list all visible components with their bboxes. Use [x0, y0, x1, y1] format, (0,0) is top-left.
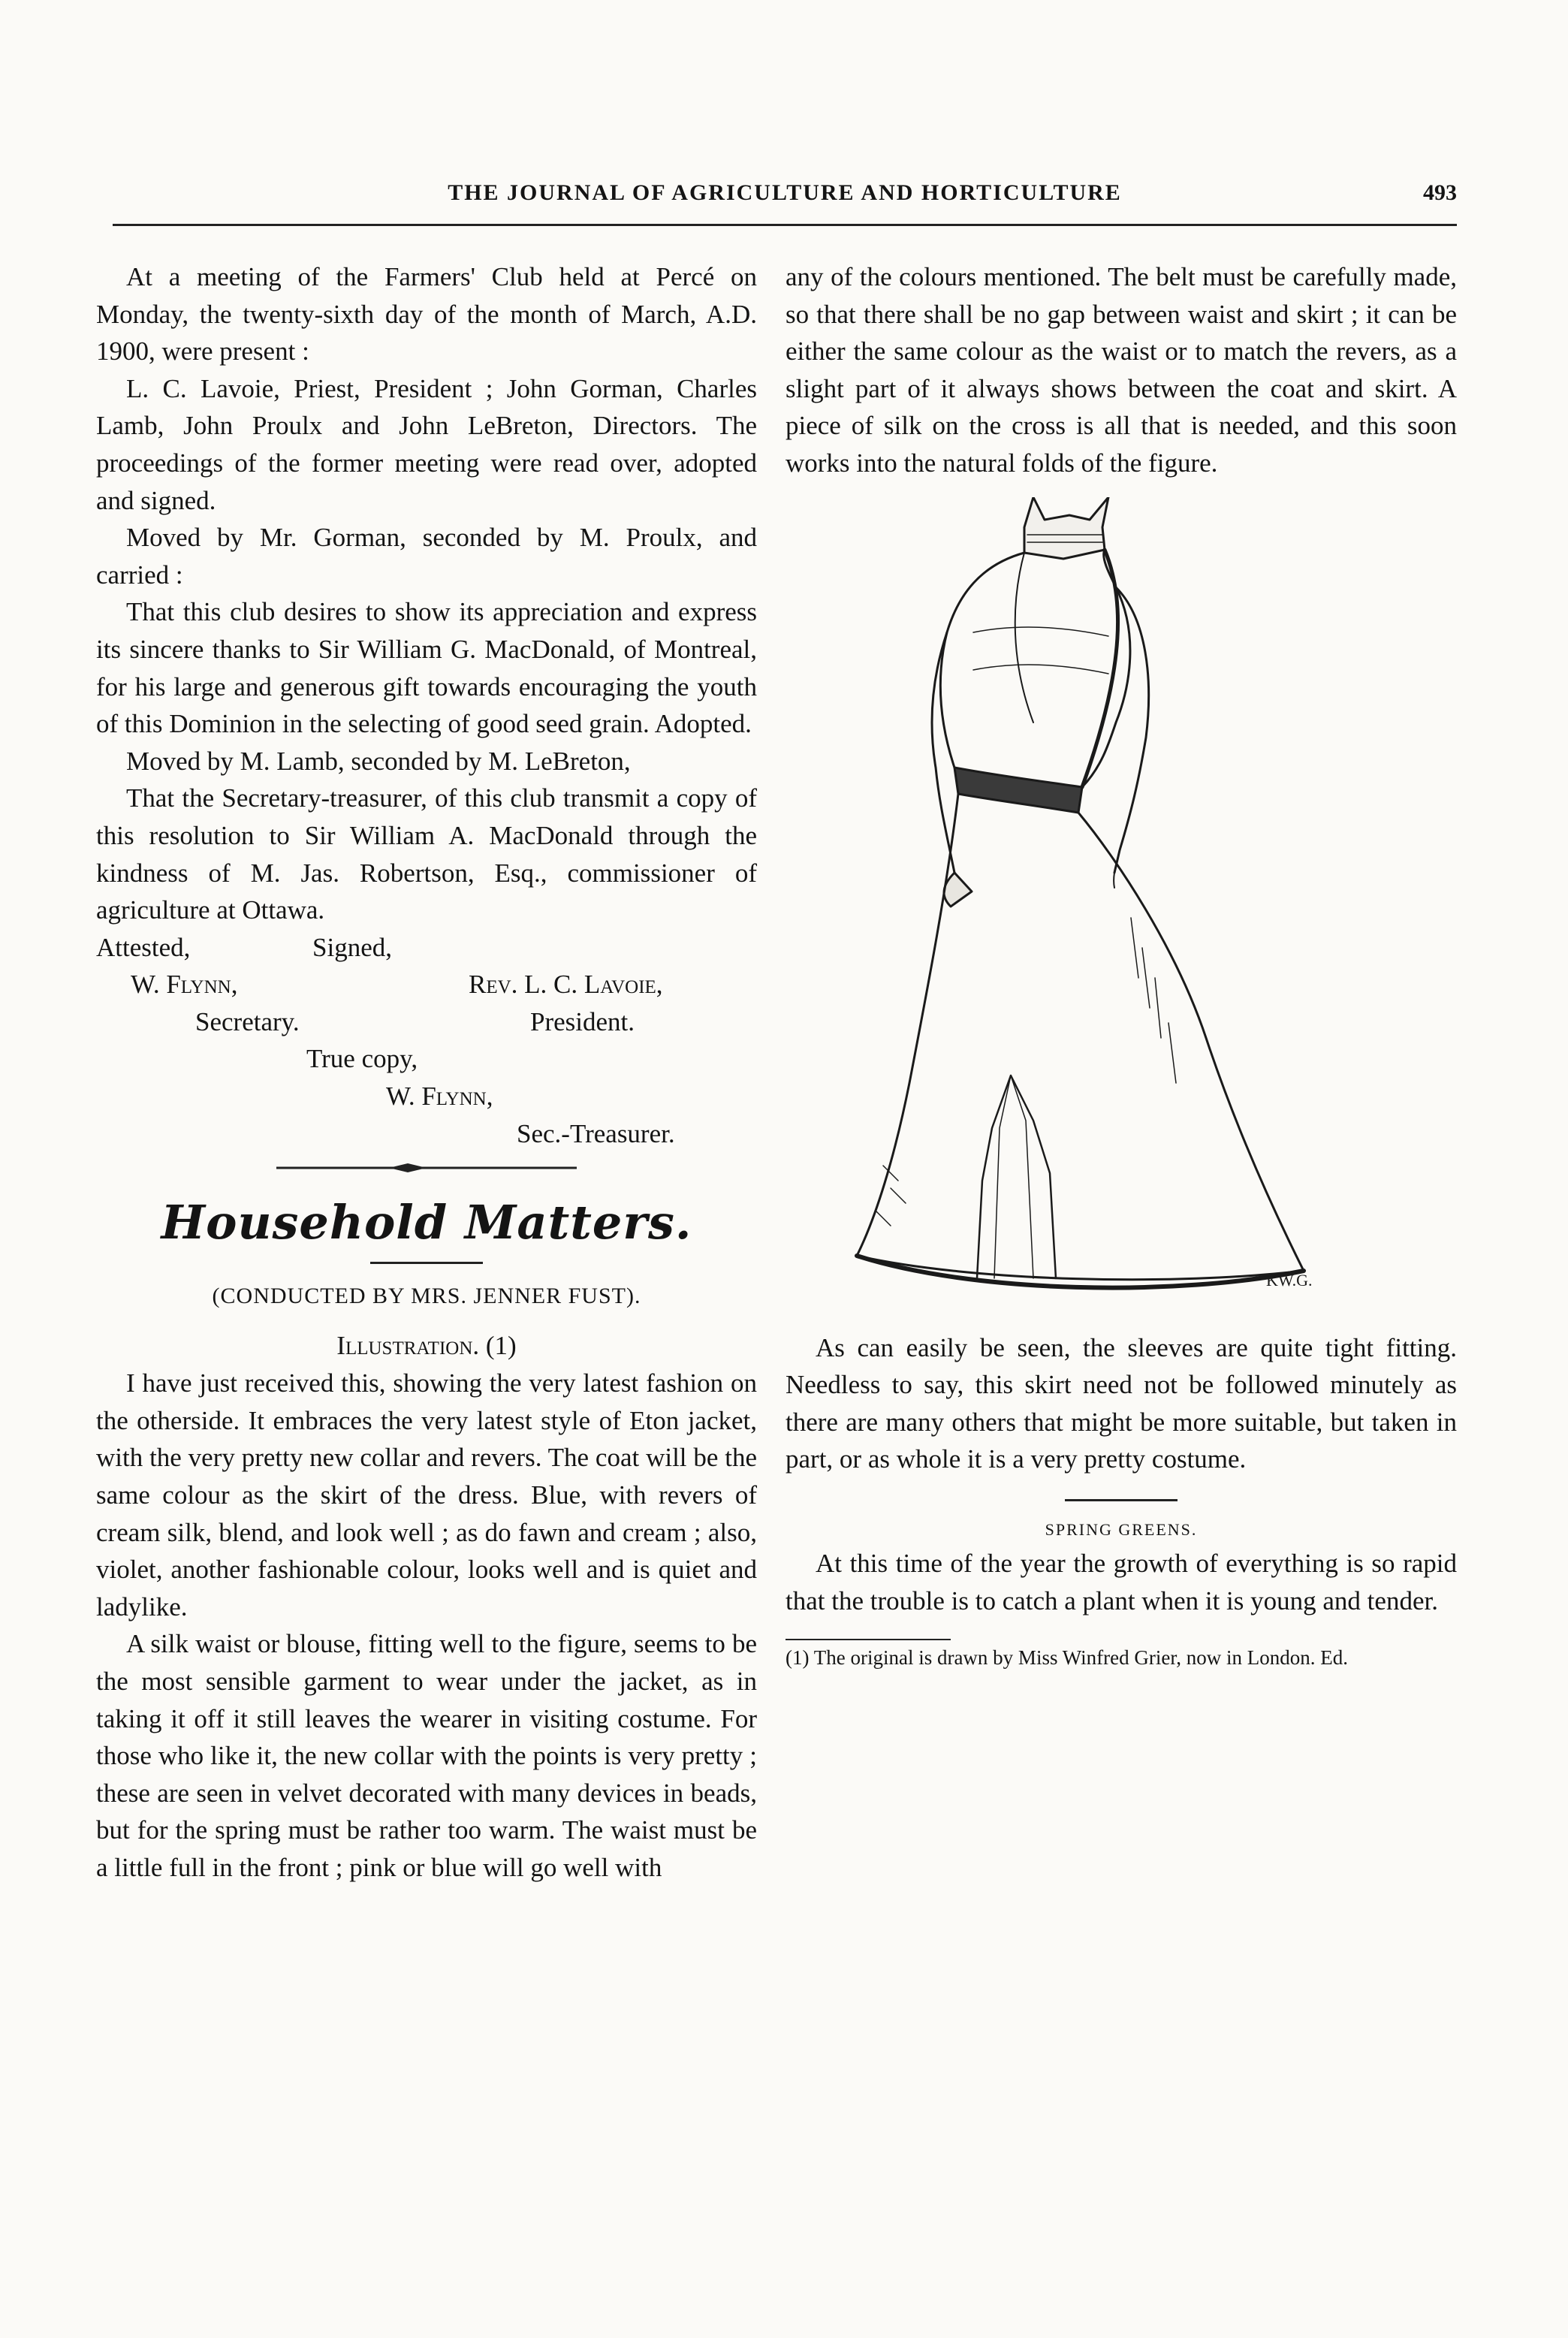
journal-title: THE JOURNAL OF AGRICULTURE AND HORTICULTURE — [448, 180, 1122, 205]
signature-row-6 — [96, 1115, 757, 1153]
signature-row-3 — [96, 1003, 757, 1041]
signature-row-5 — [96, 1078, 757, 1115]
transmit-paragraph: That the Secretary-treasurer, of this club transmit a copy of this resolution to Sir William A. MacDonald through the kindness of M. Jas. Robertson, Esq., commissioner of agriculture at Ottawa. — [96, 783, 757, 925]
title-rule — [370, 1262, 483, 1264]
flynn-copy-signature: W. Flynn, — [386, 1082, 493, 1112]
attested-label: Attested, — [96, 932, 191, 962]
page-number: 493 — [1423, 180, 1457, 205]
illustration-heading: Illustration. (1) — [336, 1331, 517, 1361]
silk-waist-paragraph: A silk waist or blouse, fitting well to the figure, seems to be the most sensible garment to wear under the jacket, as in taking it off it still leaves the wearer in visiting costume. For those who like it, the new collar with the points is very pretty ; these are seen in velvet decorated with many devices in beads, but for the spring must be rather too warm. The waist must be a little full in the front ; pink or blue will go well with — [96, 1629, 757, 1882]
artist-mark: KW.G. — [1266, 1270, 1313, 1290]
second-motion-paragraph: Moved by M. Lamb, seconded by M. LeBreton, — [126, 746, 631, 776]
attendees-paragraph: L. C. Lavoie, Priest, President ; John Gorman, Charles Lamb, John Proulx and John LeBreton, Directors. The proceedings of the former meeting were read over, adopted and signed. — [96, 373, 757, 515]
signature-row-4 — [96, 1040, 757, 1078]
true-copy-label: True copy, — [306, 1044, 418, 1074]
signature-row-1 — [96, 929, 757, 967]
spring-rule — [1065, 1499, 1178, 1501]
sec-treasurer-title: Sec.-Treasurer. — [517, 1118, 675, 1148]
flynn-signature: W. Flynn, — [131, 970, 238, 1000]
sleeves-paragraph: As can easily be seen, the sleeves are quite tight fitting. Needless to say, this skirt need not be followed minutely as there are many others that might be more suitable, but taken in part, or as whole it is a very pretty costume. — [786, 1332, 1457, 1474]
fashion-paragraph: I have just received this, showing the very latest fashion on the otherside. It embraces the very latest style of Eton jacket, with the very pretty new collar and revers. The coat will be the same colour as the skirt of the dress. Blue, with revers of cream silk, blend, and look well ; as do fawn and cream ; also, violet, another fashionable colour, looks well and is quiet and ladylike. — [96, 1368, 757, 1622]
eton-jacket-dress-icon — [786, 497, 1457, 1308]
signed-label: Signed, — [312, 932, 392, 962]
conducted-by-line: (CONDUCTED BY MRS. JENNER FUST). — [212, 1284, 641, 1309]
ornament-rule-icon — [276, 1157, 577, 1179]
footnote: (1) The original is drawn by Miss Winfred Grier, now in London. Ed. — [786, 1646, 1348, 1670]
president-title: President. — [530, 1006, 635, 1036]
secretary-title: Secretary. — [195, 1006, 300, 1036]
left-column — [96, 258, 757, 1887]
running-head — [113, 179, 1457, 226]
colours-continued-paragraph: any of the colours mentioned. The belt must be carefully made, so that there shall be no gap between waist and skirt ; it can be either the same colour as the waist or to match the revers, as a slight part of it always shows between the coat and skirt. A piece of silk on the cross is all that is needed, and this soon works into the natural folds of the figure. — [786, 262, 1457, 478]
household-matters-title: Household Matters. — [161, 1195, 692, 1250]
meeting-paragraph: At a meeting of the Farmers' Club held at Percé on Monday, the twenty-sixth day of the month of March, A.D. 1900, were present : — [96, 262, 757, 367]
dress-illustration — [786, 497, 1457, 1308]
motion-paragraph: Moved by Mr. Gorman, seconded by M. Proulx, and carried : — [96, 523, 757, 590]
section-ornament — [96, 1152, 757, 1185]
signature-row-2 — [96, 966, 757, 1003]
spring-greens-heading: SPRING GREENS. — [1045, 1519, 1198, 1539]
spring-greens-paragraph: At this time of the year the growth of everything is so rapid that the trouble is to catch a plant when it is young and tender. — [786, 1548, 1457, 1615]
right-column — [786, 258, 1457, 1670]
resolution-paragraph: That this club desires to show its appreciation and express its sincere thanks to Sir William G. MacDonald, of Montreal, for his large and generous gift towards encouraging the youth of this Dominion in the selecting of good seed grain. Adopted. — [96, 597, 757, 739]
footnote-rule — [786, 1639, 951, 1640]
lavoie-signature: Rev. L. C. Lavoie, — [469, 970, 663, 1000]
